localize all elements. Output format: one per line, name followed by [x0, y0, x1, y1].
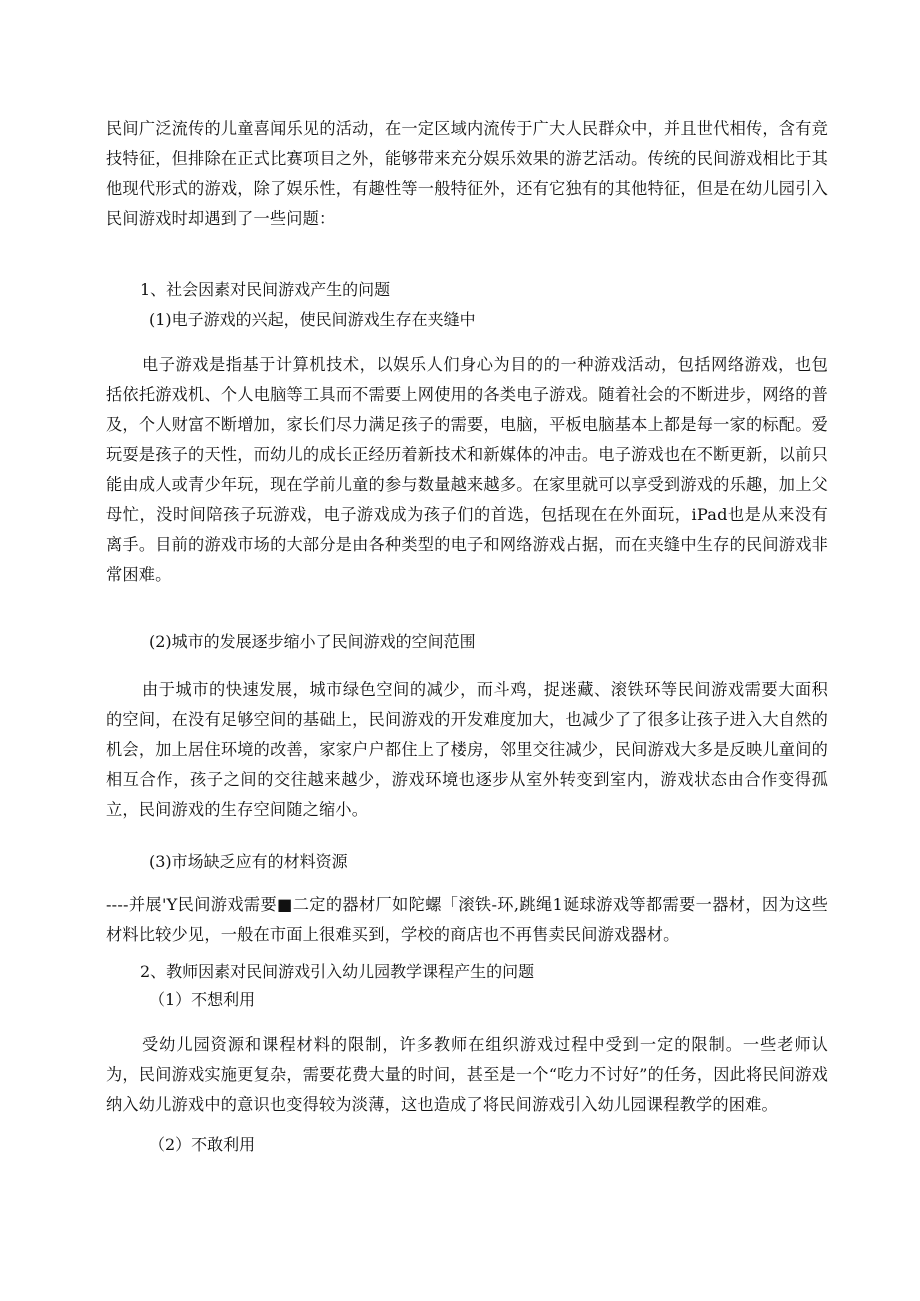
- intro-paragraph: 民间广泛流传的儿童喜闻乐见的活动，在一定区域内流传于广大人民群众中，并且世代相传，含有竞技特征，但排除在正式比赛项目之外，能够带来充分娱乐效果的游艺活动。传统的民间游戏相比于其他现代形式的游戏，除了娱乐性，有趣性等一般特征外，还有它独有的其他特征，但是在幼儿园引入民间游戏时却遇到了一些问题：: [106, 119, 828, 228]
- section-2-heading: 2、教师因素对民间游戏引入幼儿园教学课程产生的问题: [140, 962, 535, 981]
- subsection-3-heading: (3)市场缺乏应有的材料资源: [149, 852, 348, 871]
- subsection-1-paragraph: 电子游戏是指基于计算机技术，以娱乐人们身心为目的的一种游戏活动，包括网络游戏，也包括依托游戏机、个人电脑等工具而不需要上网使用的各类电子游戏。随着社会的不断进步，网络的普及，个人财富不断增加，家长们尽力满足孩子的需要，电脑，平板电脑基本上都是每一家的标配。爱玩耍是孩子的天性，而幼儿的成长正经历着新技术和新媒体的冲击。电子游戏也在不断更新，以前只能由成人或青少年玩，现在学前儿童的参与数量越来越多。在家里就可以享受到游戏的乐趣，加上父母忙，没时间陪孩子玩游戏，电子游戏成为孩子们的首选，包括现在在外面玩，iPad也是从来没有离手。目前的游戏市场的大部分是由各种类型的电子和网络游戏占据，而在夹缝中生存的民间游戏非常困难。: [106, 355, 828, 584]
- subsection-2-paragraph: 由于城市的快速发展，城市绿色空间的减少，而斗鸡，捉迷藏、滚铁环等民间游戏需要大面积的空间，在没有足够空间的基础上，民间游戏的开发难度加大，也减少了了很多让孩子进入大自然的机会，加上居住环境的改善，家家户户都住上了楼房，邻里交往减少，民间游戏大多是反映儿童间的相互合作，孩子之间的交往越来越少，游戏环境也逐步从室外转变到室内，游戏状态由合作变得孤立，民间游戏的生存空间随之缩小。: [106, 680, 828, 819]
- subsection-1-heading: (1)电子游戏的兴起，使民间游戏生存在夹缝中: [149, 310, 476, 329]
- subsection-4-heading: （1）不想利用: [149, 990, 256, 1009]
- subsection-5-heading: （2）不敢利用: [149, 1135, 256, 1154]
- subsection-3-paragraph: ----并展'Y民间游戏需要■二定的器材厂如陀螺「滚铁-环,跳绳1诞球游戏等都需要一器材，因为这些材料比较少见，一般在市面上很难买到，学校的商店也不再售卖民间游戏器材。: [106, 895, 828, 944]
- section-1-heading: 1、社会因素对民间游戏产生的问题: [140, 280, 391, 299]
- subsection-2-heading: (2)城市的发展逐步缩小了民间游戏的空间范围: [149, 632, 476, 651]
- subsection-4-paragraph: 受幼儿园资源和课程材料的限制，许多教师在组织游戏过程中受到一定的限制。一些老师认为，民间游戏实施更复杂，需要花费大量的时间，甚至是一个“吃力不讨好”的任务，因此将民间游戏纳入幼儿游戏中的意识也变得较为淡薄，这也造成了将民间游戏引入幼儿园课程教学的困难。: [106, 1035, 828, 1114]
